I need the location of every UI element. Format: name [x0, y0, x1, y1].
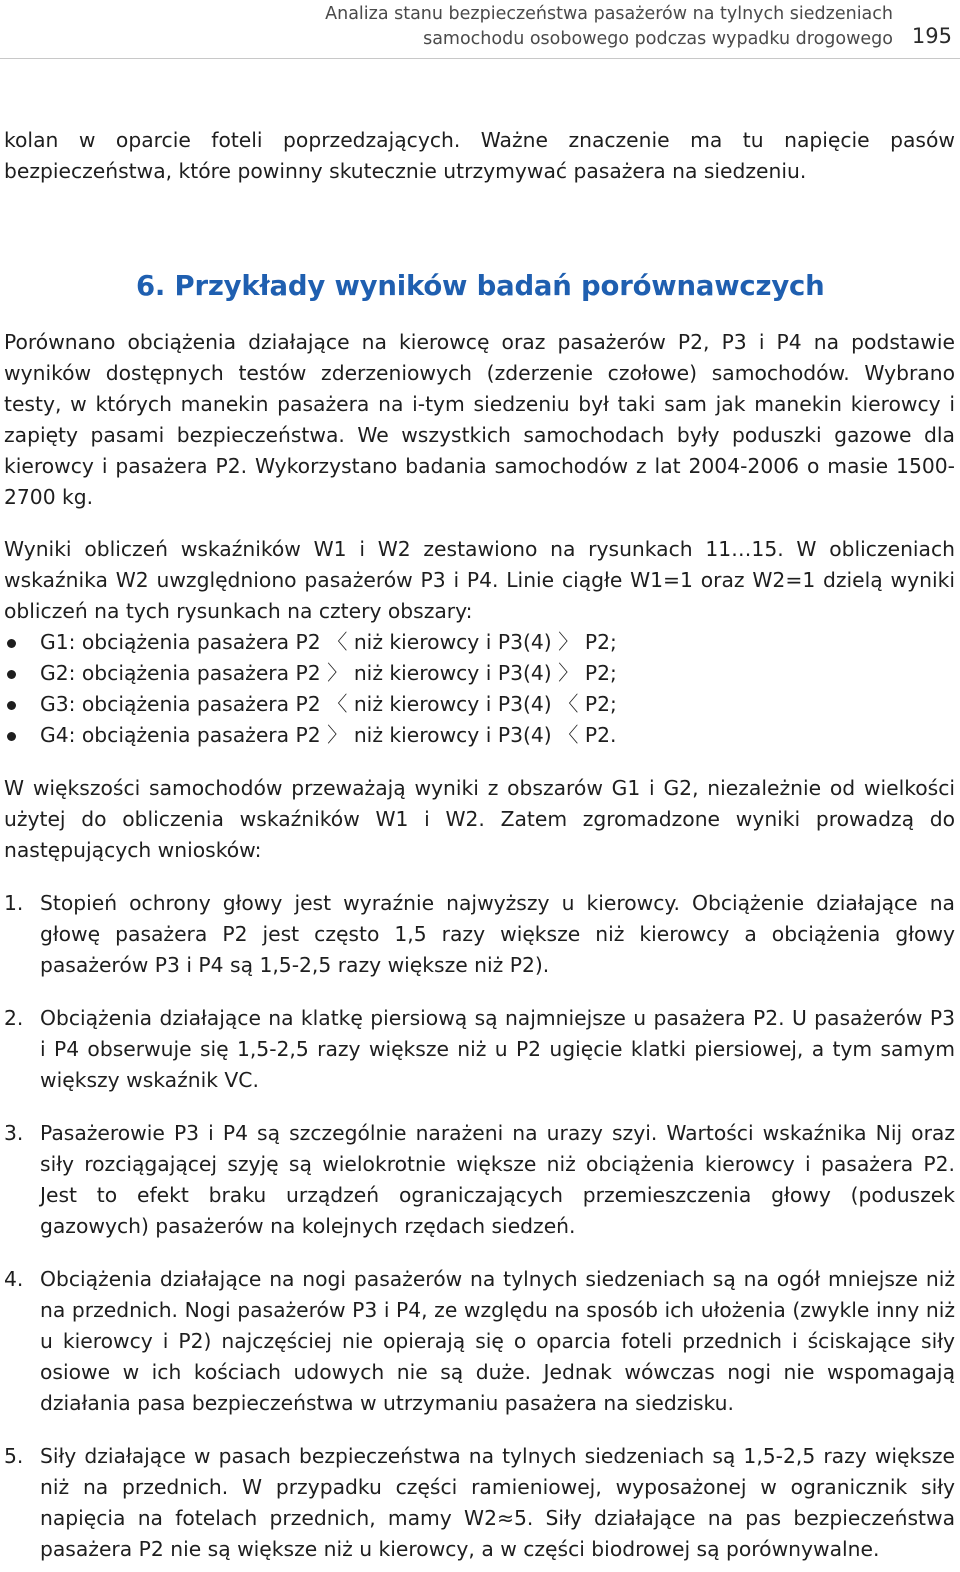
item-number: 3.: [4, 1121, 24, 1145]
region-list: [4, 627, 955, 751]
item-text: Obciążenia działające na nogi pasażerów na tylnych siedzeniach są na ogół mniejsze niż na przednich. Nogi pasażerów P3 i P4, ze względu na sposób ich ułożenia (zwykle inny niż u kierowcy i P2) najczęściej nie opierają się o oparcia foteli przednich i ściskające siły osiowe w ich kościach udowych nie są duże. Jednak wówczas nogi nie wspomagają działania pasa bezpieczeństwa w utrzymaniu pasażera na siedzisku.: [40, 1267, 955, 1415]
page-number: 195: [911, 24, 952, 48]
item-number: 4.: [4, 1267, 24, 1291]
item-text: Pasażerowie P3 i P4 są szczególnie narażeni na urazy szyi. Wartości wskaźnika Nij oraz siły rozciągającej szyję są wielokrotnie większe niż obciążenia kierowcy i pasażera P2. Jest to efekt braku urządzeń ograniczających przemieszczenia głowy (poduszek gazowych) pasażerów na kolejnych rzędach siedzeń.: [40, 1121, 955, 1238]
section-paragraph-2: Wyniki obliczeń wskaźników W1 i W2 zestawiono na rysunkach 11…15. W obliczeniach wskaźnika W2 uwzględniono pasażerów P3 i P4. Linie ciągłe W1=1 oraz W2=1 dzielą wyniki obliczeń na tych rysunkach na cztery obszary:: [4, 537, 955, 623]
list-item: G3: obciążenia pasażera P2 〈 niż kierowcy i P3(4) 〈 P2;: [4, 689, 955, 720]
section-paragraph-1: Porównano obciążenia działające na kierowcę oraz pasażerów P2, P3 i P4 na podstawie wyników dostępnych testów zderzeniowych (zderzenie czołowe) samochodów. Wybrano testy, w których manekin pasażera na i-tym siedzeniu był taki sam jak manekin kierowcy i zapięty pasami bezpieczeństwa. We wszystkich samochodach były poduszki gazowe dla kierowcy i pasażera P2. Wykorzystano badania samochodów z lat 2004-2006 o masie 1500-2700 kg.: [4, 330, 955, 509]
conclusions-list: [4, 888, 955, 1565]
intro-paragraph: kolan w oparcie foteli poprzedzających. Ważne znaczenie ma tu napięcie pasów bezpieczeństwa, które powinny skutecznie utrzymywać pasażera na siedzeniu.: [4, 128, 955, 183]
list-item: G1: obciążenia pasażera P2 〈 niż kierowcy i P3(4) 〉 P2;: [4, 627, 955, 658]
page-header: [0, 0, 960, 59]
conclusion-item: [4, 1264, 955, 1419]
conclusion-item: [4, 888, 955, 981]
item-text: Obciążenia działające na klatkę piersiową są najmniejsze u pasażera P2. U pasażerów P3 i P4 obserwuje się 1,5-2,5 razy większe niż u P2 ugięcie klatki piersiowej, a tym samym większy wskaźnik VC.: [40, 1006, 955, 1092]
running-title-line-2: samochodu osobowego podczas wypadku drogowego: [423, 29, 893, 49]
conclusion-item: [4, 1003, 955, 1096]
conclusion-item: [4, 1441, 955, 1565]
item-number: 5.: [4, 1444, 24, 1468]
running-title: [0, 2, 893, 52]
list-item: G2: obciążenia pasażera P2 〉 niż kierowcy i P3(4) 〉 P2;: [4, 658, 955, 689]
conclusion-item: [4, 1118, 955, 1242]
list-item: G4: obciążenia pasażera P2 〉 niż kierowcy i P3(4) 〈 P2.: [4, 720, 955, 751]
page-body: [4, 125, 955, 1565]
section-heading: 6. Przykłady wyników badań porównawczych: [136, 270, 825, 302]
item-number: 2.: [4, 1006, 24, 1030]
item-number: 1.: [4, 891, 24, 915]
running-title-line-1: Analiza stanu bezpieczeństwa pasażerów na tylnych siedzeniach: [325, 4, 893, 24]
item-text: Siły działające w pasach bezpieczeństwa na tylnych siedzeniach są 1,5-2,5 razy większe niż na przednich. W przypadku części ramieniowej, wyposażonej w ogranicznik siły napięcia na fotelach przednich, mamy W2≈5. Siły działające na pas bezpieczeństwa pasażera P2 nie są większe niż u kierowcy, a w części biodrowej są porównywalne.: [40, 1444, 955, 1561]
item-text: Stopień ochrony głowy jest wyraźnie najwyższy u kierowcy. Obciążenie działające na głowę pasażera P2 jest często 1,5 razy większe niż kierowcy a obciążenia głowy pasażerów P3 i P4 są 1,5-2,5 razy większe niż P2).: [40, 891, 955, 977]
section-paragraph-3: W większości samochodów przeważają wyniki z obszarów G1 i G2, niezależnie od wielkości użytej do obliczenia wskaźników W1 i W2. Zatem zgromadzone wyniki prowadzą do następujących wniosków:: [4, 776, 955, 862]
